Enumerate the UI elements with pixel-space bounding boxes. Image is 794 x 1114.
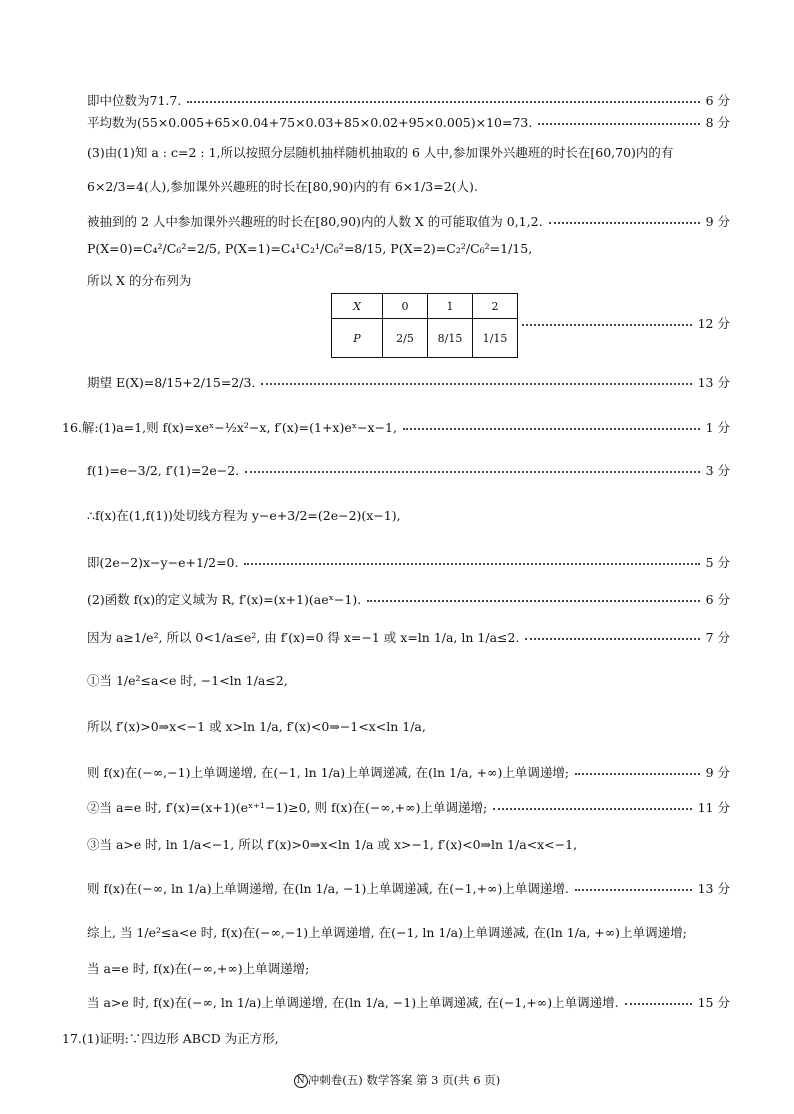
answer-line [0, 112, 794, 134]
answer-line [0, 142, 794, 164]
answer-line [0, 238, 794, 260]
score-label: 1 分 [705, 420, 730, 435]
dot-leader [575, 889, 692, 891]
table-header-cell: 2 [473, 294, 518, 319]
score-label: 11 分 [697, 800, 730, 815]
answer-text: 综上, 当 1/e²≤a<e 时, f(x)在(−∞,−1)上单调递增, 在(−1, ln 1/a)上单调递减, 在(ln 1/a, +∞)上单调递增; [87, 925, 687, 940]
answer-line [0, 1028, 794, 1050]
answer-text: 即(2e−2)x−y−e+1/2=0. [87, 555, 239, 570]
answer-line [0, 834, 794, 856]
table-cell: P [332, 319, 383, 358]
score-label: 9 分 [705, 765, 730, 780]
answer-text: 因为 a≥1/e², 所以 0<1/a≤e², 由 f′(x)=0 得 x=−1 或 x=ln 1/a, ln 1/a≤2. [87, 630, 520, 645]
answer-text: 即中位数为71.7. [87, 93, 182, 108]
answer-text: 当 a=e 时, f(x)在(−∞,+∞)上单调递增; [87, 961, 310, 976]
answer-text: 平均数为(55×0.005+65×0.04+75×0.03+85×0.02+95×0.005)×10=73. [87, 115, 533, 130]
answer-text: (3)由(1)知 a : c=2 : 1,所以按照分层随机抽样随机抽取的 6 人中,参加课外兴趣班的时长在[60,70)内的有 [87, 145, 674, 160]
dot-leader [261, 383, 691, 385]
answer-line [0, 992, 794, 1014]
dot-leader [493, 808, 691, 810]
score-label: 6 分 [705, 592, 730, 607]
score-label: 9 分 [705, 214, 730, 229]
answer-line [0, 90, 794, 112]
table-header-cell: 1 [428, 294, 473, 319]
answer-text: P(X=0)=C₄²/C₆²=2/5, P(X=1)=C₄¹C₂¹/C₆²=8/15, P(X=2)=C₂²/C₆²=1/15, [87, 241, 533, 256]
page-footer [0, 1072, 794, 1088]
answer-line [0, 670, 794, 692]
score-label: 12 分 [697, 316, 730, 331]
answer-text: 所以 X 的分布列为 [87, 273, 192, 288]
score-label: 7 分 [705, 630, 730, 645]
score-label: 8 分 [705, 115, 730, 130]
dot-leader [549, 222, 700, 224]
answer-text: 当 a>e 时, f(x)在(−∞, ln 1/a)上单调递增, 在(ln 1/a, −1)上单调递减, 在(−1,+∞)上单调递增. [87, 995, 619, 1010]
answer-text: 被抽到的 2 人中参加课外兴趣班的时长在[80,90)内的人数 X 的可能取值为 0,1,2. [87, 214, 543, 229]
dot-leader [575, 773, 700, 775]
table-cell: 8/15 [428, 319, 473, 358]
footer-text: 冲刺卷(五) 数学答案 第 3 页(共 6 页) [307, 1073, 501, 1087]
table-header-cell: X [332, 294, 383, 319]
answer-line [0, 176, 794, 198]
answer-line [0, 552, 794, 574]
answer-line [0, 589, 794, 611]
answer-line [0, 211, 794, 233]
answer-text: ∴f(x)在(1,f(1))处切线方程为 y−e+3/2=(2e−2)(x−1), [87, 508, 401, 523]
answer-line [0, 716, 794, 738]
answer-line [0, 460, 794, 482]
answer-line [0, 878, 794, 900]
answer-text: ②当 a=e 时, f′(x)=(x+1)(eˣ⁺¹−1)≥0, 则 f(x)在(−∞,+∞)上单调递增; [87, 800, 488, 815]
answer-line [0, 762, 794, 784]
dot-leader [403, 428, 700, 430]
answer-line [0, 958, 794, 980]
score-label: 5 分 [705, 555, 730, 570]
answer-text: 期望 E(X)=8/15+2/15=2/3. [87, 375, 256, 390]
dot-leader [625, 1003, 692, 1005]
score-label: 15 分 [697, 995, 730, 1010]
dot-leader [187, 101, 699, 103]
dot-leader [538, 123, 699, 125]
table-cell: 1/15 [473, 319, 518, 358]
table-header-cell: 0 [383, 294, 428, 319]
answer-line [0, 270, 794, 292]
answer-text: 所以 f′(x)>0⇒x<−1 或 x>ln 1/a, f′(x)<0⇒−1<x<ln 1/a, [87, 719, 426, 734]
answer-text: ③当 a>e 时, ln 1/a<−1, 所以 f′(x)>0⇒x<ln 1/a 或 x>−1, f′(x)<0⇒ln 1/a<x<−1, [87, 837, 578, 852]
score-label: 13 分 [697, 881, 730, 896]
dot-leader [525, 638, 699, 640]
answer-line [0, 797, 794, 819]
answer-text: 16.解:(1)a=1,则 f(x)=xeˣ−½x²−x, f′(x)=(1+x)eˣ−x−1, [62, 420, 397, 435]
answer-text: 则 f(x)在(−∞,−1)上单调递增, 在(−1, ln 1/a)上单调递减, 在(ln 1/a, +∞)上单调递增; [87, 765, 570, 780]
table-cell: 2/5 [383, 319, 428, 358]
answer-text: (2)函数 f(x)的定义域为 R, f′(x)=(x+1)(aeˣ−1). [87, 592, 362, 607]
answer-text: 6×2/3=4(人),参加课外兴趣班的时长在[80,90)内的有 6×1/3=2(人). [87, 179, 478, 194]
score-label: 13 分 [697, 375, 730, 390]
score-label: 3 分 [705, 463, 730, 478]
answer-line [0, 505, 794, 527]
answer-line [0, 922, 794, 944]
answer-text: f(1)=e−3/2, f′(1)=2e−2. [87, 463, 240, 478]
dot-leader [367, 600, 699, 602]
answer-text: ①当 1/e²≤a<e 时, −1<ln 1/a≤2, [87, 673, 288, 688]
answer-line [0, 372, 794, 394]
series-logo-icon: N [294, 1074, 308, 1088]
answer-line [0, 627, 794, 649]
answer-line [0, 417, 794, 439]
dot-leader [245, 471, 699, 473]
answer-text: 17.(1)证明:∵四边形 ABCD 为正方形, [62, 1031, 279, 1046]
dot-leader [522, 324, 692, 326]
answer-text: 则 f(x)在(−∞, ln 1/a)上单调递增, 在(ln 1/a, −1)上单调递减, 在(−1,+∞)上单调递增. [87, 881, 569, 896]
answer-line [0, 313, 794, 335]
score-label: 6 分 [705, 93, 730, 108]
dot-leader [244, 563, 699, 565]
